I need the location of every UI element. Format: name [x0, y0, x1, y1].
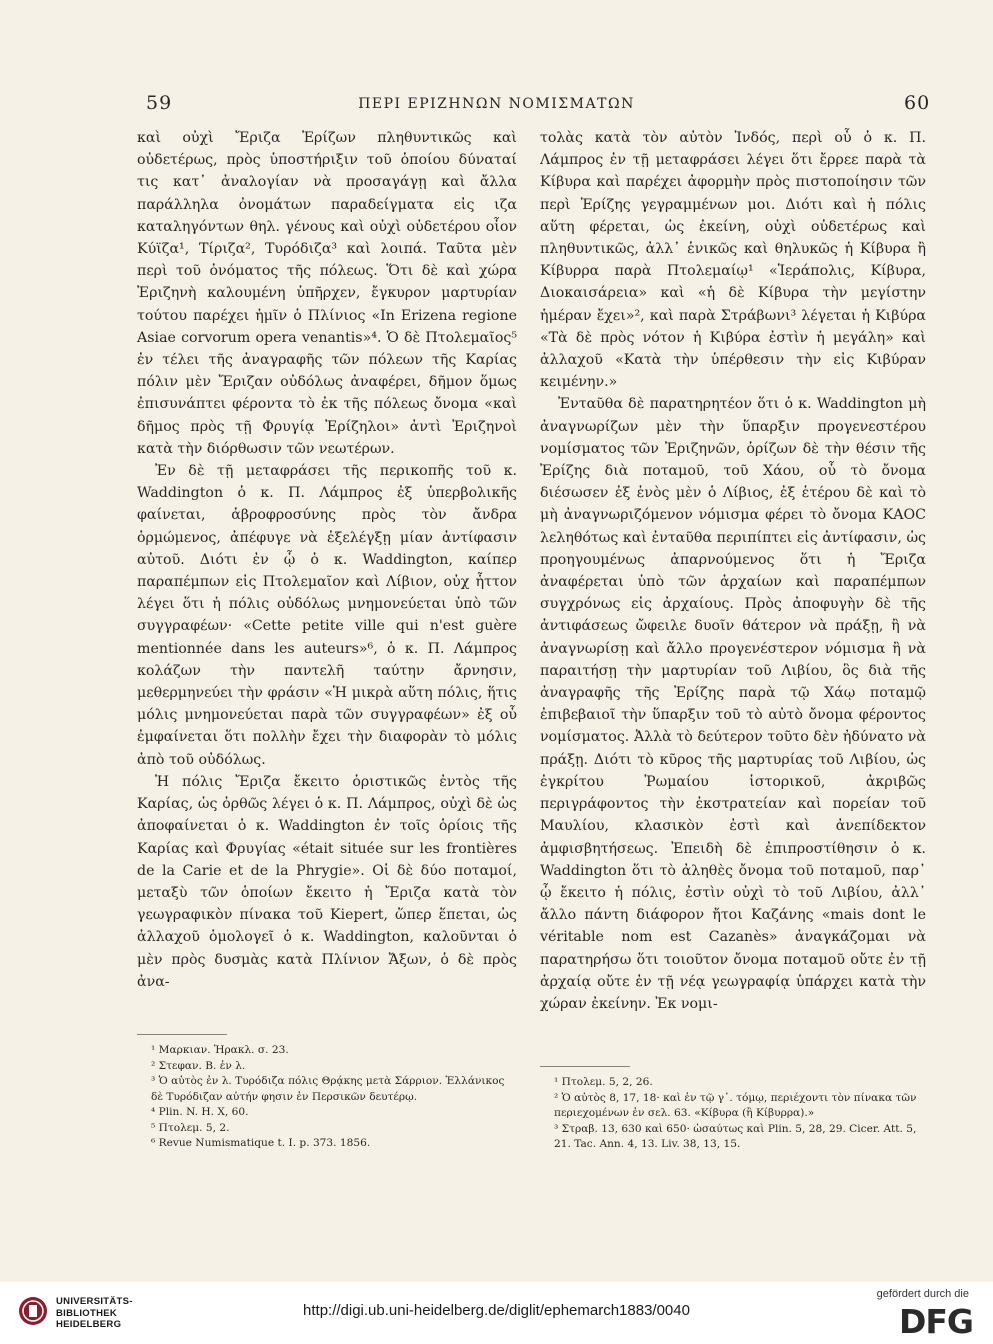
right-column	[540, 127, 926, 1015]
right-paragraph-2: Ἐνταῦθα δὲ παρατηρητέον ὅτι ὁ κ. Waddington μὴ ἀναγνωρίζων μὲν τὴν ὕπαρξιν προγενεστέρου νομίσματος τῶν Ἐριζηνῶν, ὁρίζων δὲ τὴν θέσιν τῆς Ἐρίζης διὰ ποταμοῦ, τοῦ Χάου, οὗ τὸ ὄνομα διέσωσεν ἐξ ἑνὸς μὲν ὁ Λίβιος, ἐξ ἑτέρου δὲ καὶ τὸ μὴ ἀναγνωριζόμενον νόμισμα φέρει τὸ ὄνομα ΚΑΟC λεληθότως καὶ ἐνταῦθα περιπίπτει εἰς ἀντίφασιν, ὡς προηγουμένως ἀπαρνούμενος ὅτι ἡ Ἔριζα ἀναφέρεται ὑπὸ τῶν ἀρχαίων καὶ παραπέμπων συγχρόνως εἰς ἀρχαίους. Πρὸς ἀποφυγὴν δὲ τῆς ἀντιφάσεως ὤφειλε δυοῖν θάτερον νὰ πράξῃ, ἢ νὰ ἀναγνωρίσῃ καὶ ἄλλο προγενέστερον νόμισμα ἢ νὰ παραιτήσῃ τὴν μαρτυρίαν τοῦ Λιβίου, ὃς διὰ τῆς ἀναγραφῆς τῆς Ἐρίζης παρὰ τῷ Χάῳ ποταμῷ ἐπιβεβαιοῖ τὴν ὕπαρξιν τοῦ τὸ αὐτὸ ὄνομα φέροντος νομίσματος. Ἀλλὰ τὸ δεύτερον τοῦτο δὲν ἠδύνατο νὰ πράξῃ. Διότι τὸ κῦρος τῆς μαρτυρίας τοῦ Λιβίου, ὡς ἐγκρίτου Ῥωμαίου ἱστορικοῦ, ἀκριβῶς περιγράφοντος τὴν ἐκστρατείαν καὶ πορείαν τοῦ Μαυλίου, κλασικὸν ἐστὶ καὶ ἀνεπίδεκτον ἀμφισβητήσεως. Ἐπειδὴ δὲ ἐπιπροστίθησιν ὁ κ. Waddington ὅτι τὸ ἀληθὲς ὄνομα τοῦ ποταμοῦ, παρ᾽ ᾧ ἔκειτο ἡ πόλις, ἐστὶν οὐχὶ τὸ τοῦ Λιβίου, ἀλλ᾽ ἄλλο πάντη διάφορον ἤτοι Καζάνης «mais dont le véritable nom est Cazanès» ἀναγκάζομαι νὰ παρατηρήσω ὅτι τοιοῦτον ὄνομα ποταμοῦ οὔτε ἐν τῇ ἀρχαίᾳ οὔτε ἐν τῇ νέᾳ γεωγραφίᾳ ὑπάρχει κατὰ τὴν χώραν ἐκείνην. Ἐκ νομι-	[540, 396, 926, 1012]
footnote-rule	[137, 1034, 227, 1035]
footnote: ² Στεφαν. Β. ἐν λ.	[151, 1059, 246, 1072]
permalink-url[interactable]: http://digi.ub.uni-heidelberg.de/diglit/ephemarch1883/0040	[303, 1302, 690, 1319]
footnote: ² Ὁ αὐτὸς 8, 17, 18· καὶ ἐν τῷ γ᾽. τόμῳ, περιέχοντι τὸν πίνακα τῶν περιεχομένων ἐν σελ. 63. «Κίβυρα (ἢ Κίβυρρα).»	[554, 1091, 917, 1119]
institution-name: UNIVERSITÄTS- BIBLIOTHEK HEIDELBERG	[56, 1296, 133, 1330]
left-paragraph-3: Ἡ πόλις Ἔριζα ἔκειτο ὁριστικῶς ἐντὸς τῆς Καρίας, ὡς ὀρθῶς λέγει ὁ κ. Π. Λάμπρος, οὐχὶ δὲ ὡς ἀποφαίνεται ὁ κ. Waddington ἐν τοῖς ὁρίοις τῆς Καρίας καὶ Φρυγίας «était située sur les frontières de la Carie et de la Phrygie». Οἱ δὲ δύο ποταμοί, μεταξὺ τῶν ὁποίων ἔκειτο ἡ Ἔριζα κατὰ τὸν γεωγραφικὸν πίνακα τοῦ Kiepert, ὥπερ ἕπεται, ὡς ἀλλαχοῦ ὁμολογεῖ ὁ κ. Waddington, καλοῦνται ὁ μὲν πρὸς δυσμὰς κατὰ Πλίνιον Ἄξων, ὁ δὲ πρὸς ἀνα-	[137, 773, 517, 990]
footnote: ¹ Μαρκιαν. Ἡρακλ. σ. 23.	[151, 1044, 289, 1056]
right-paragraph-1: τολὰς κατὰ τὸν αὐτὸν Ἰνδός, περὶ οὗ ὁ κ. Π. Λάμπρος ἐν τῇ μεταφράσει λέγει ὅτι ἔρρεε παρὰ τὰ Κίβυρα καὶ παρέχει ἀφορμὴν πρὸς πιστοποίησιν τῶν περὶ Ἐρίζης γεγραμμένων μοι. Διότι καὶ ἡ πόλις αὕτη φέρεται, ὡς ἐκείνη, οὐχὶ οὐδετέρως καὶ πληθυντικῶς, ἀλλ᾽ ἑνικῶς καὶ θηλυκῶς ἡ Κίβυρα ἢ Κίβυρρα παρὰ Πτολεμαίῳ¹ «Ἱεράπολις, Κίβυρα, Διοκαισάρεια» καὶ «ἡ δὲ Κίβυρα τὴν μεγίστην ἡμέραν ἔχει»², καὶ παρὰ Στράβωνι³ λέγεται ἡ Κιβύρα «Τὰ δὲ πρὸς νότον ἡ Κιβύρα ἐστὶν ἡ μεγάλη» καὶ ἀλλαχοῦ «Κατὰ τὴν ὑπέρθεσιν τὴν εἰς Κιβύραν κειμένην.»	[540, 130, 926, 391]
footnote: ³ Στραβ. 13, 630 καὶ 650· ὡσαύτως καὶ Plin. 5, 28, 29. Cicer. Att. 5, 21. Tac. Ann. 4, 13. Liv. 38, 13, 15.	[554, 1122, 917, 1150]
footnote-rule	[540, 1066, 630, 1067]
left-paragraph-1: καὶ οὐχὶ Ἔριζα Ἐρίζων πληθυντικῶς καὶ οὐδετέρως, πρὸς ὑποστήριξιν τοῦ ὁποίου δύναταί τις κατ᾽ ἀναλογίαν νὰ προσαγάγῃ καὶ ἄλλα παράλληλα ὀνομάτων παραδείγματα εἰς ιζα καταληγόντων θηλ. γένους καὶ οὐχὶ οὐδετέρου οἷον Κύϊζα¹, Τίριζα², Τυρόδιζα³ καὶ λοιπά. Ταῦτα μὲν περὶ τοῦ ὀνόματος τῆς πόλεως. Ὅτι δὲ καὶ χώρα Ἐριζηνὴ καλουμένη ὑπῆρχεν, ἔγκυρον μαρτυρίαν τούτου παρέχει ἡμῖν ὁ Πλίνιος «In Erizena regione Asiae corvorum opera venantis»⁴. Ὁ δὲ Πτολεμαῖος⁵ ἐν τέλει τῆς ἀναγραφῆς τῶν πόλεων τῆς Καρίας πόλιν μὲν Ἔριζαν οὐδόλως ἀναφέρει, δῆμον ὅμως ἐπισυνάπτει φέροντα τὸ ἐκ τῆς πόλεως ὄνομα «καὶ δῆμος πρὸς τῇ Φρυγίᾳ Ἐρίζηλοι» ἀντὶ Ἐριζηνοὶ κατὰ τὴν διόρθωσιν τῶν νεωτέρων.	[137, 130, 517, 457]
footnote: ³ Ὁ αὐτὸς ἐν λ. Τυρόδιζα πόλις Θρᾴκης μετὰ Σάρριον. Ἑλλάνικος δὲ Τυρόδιζαν αὐτήν φησιν ἐν Περσικῶν δευτέρῳ.	[151, 1075, 505, 1103]
left-footnotes	[137, 1010, 517, 1152]
dfg-logo: DFG	[898, 1302, 973, 1341]
left-paragraph-2: Ἐν δὲ τῇ μεταφράσει τῆς περικοπῆς τοῦ κ. Waddington ὁ κ. Π. Λάμπρος ἐξ ὑπερβολικῆς φαίνεται, ἀβροφροσύνης πρὸς τὸν ἄνδρα ὁρμώμενος, ἀπέφυγε νὰ ἐξελέγξῃ μίαν ἀντίφασιν αὐτοῦ. Διότι ἐν ᾧ ὁ κ. Waddington, καίπερ παραπέμπων εἰς Πτολεμαῖον καὶ Λίβιον, οὐχ ἧττον λέγει ὅτι ἡ πόλις οὐδόλως μνημονεύεται ὑπὸ τῶν συγγραφέων· «Cette petite ville qui n'est guère mentionnée dans les auteurs»⁶, ὁ κ. Π. Λάμπρος κολάζων τὴν παντελῆ ταύτην ἄρνησιν, μεθερμηνεύει τὴν φράσιν «Ἡ μικρὰ αὕτη πόλις, ἥτις μόλις μνημονεύεται παρὰ τῶν συγγραφέων» ἐξ οὗ ἐμφαίνεται ὅτι πολλὴν ἔχει τὴν διαφορὰν τὸ μόλις ἀπὸ τοῦ οὐδόλως.	[137, 463, 517, 768]
page-number-right: 60	[904, 92, 931, 114]
footnote: ⁴ Plin. N. H. X, 60.	[151, 1106, 249, 1118]
right-footnotes	[540, 1042, 926, 1153]
page-number-left: 59	[146, 92, 173, 114]
running-title: ΠΕΡΙ ΕΡΙΖΗΝΩΝ ΝΟΜΙΣΜΑΤΩΝ	[358, 96, 635, 112]
footnote: ⁶ Revue Numismatique t. I. p. 373. 1856.	[151, 1137, 371, 1149]
viewer-footer	[0, 1282, 993, 1344]
funded-by-label: gefördert durch die	[876, 1288, 969, 1300]
left-column	[137, 127, 517, 993]
footnote: ⁵ Πτολεμ. 5, 2.	[151, 1121, 230, 1134]
footnote: ¹ Πτολεμ. 5, 2, 26.	[554, 1076, 653, 1088]
